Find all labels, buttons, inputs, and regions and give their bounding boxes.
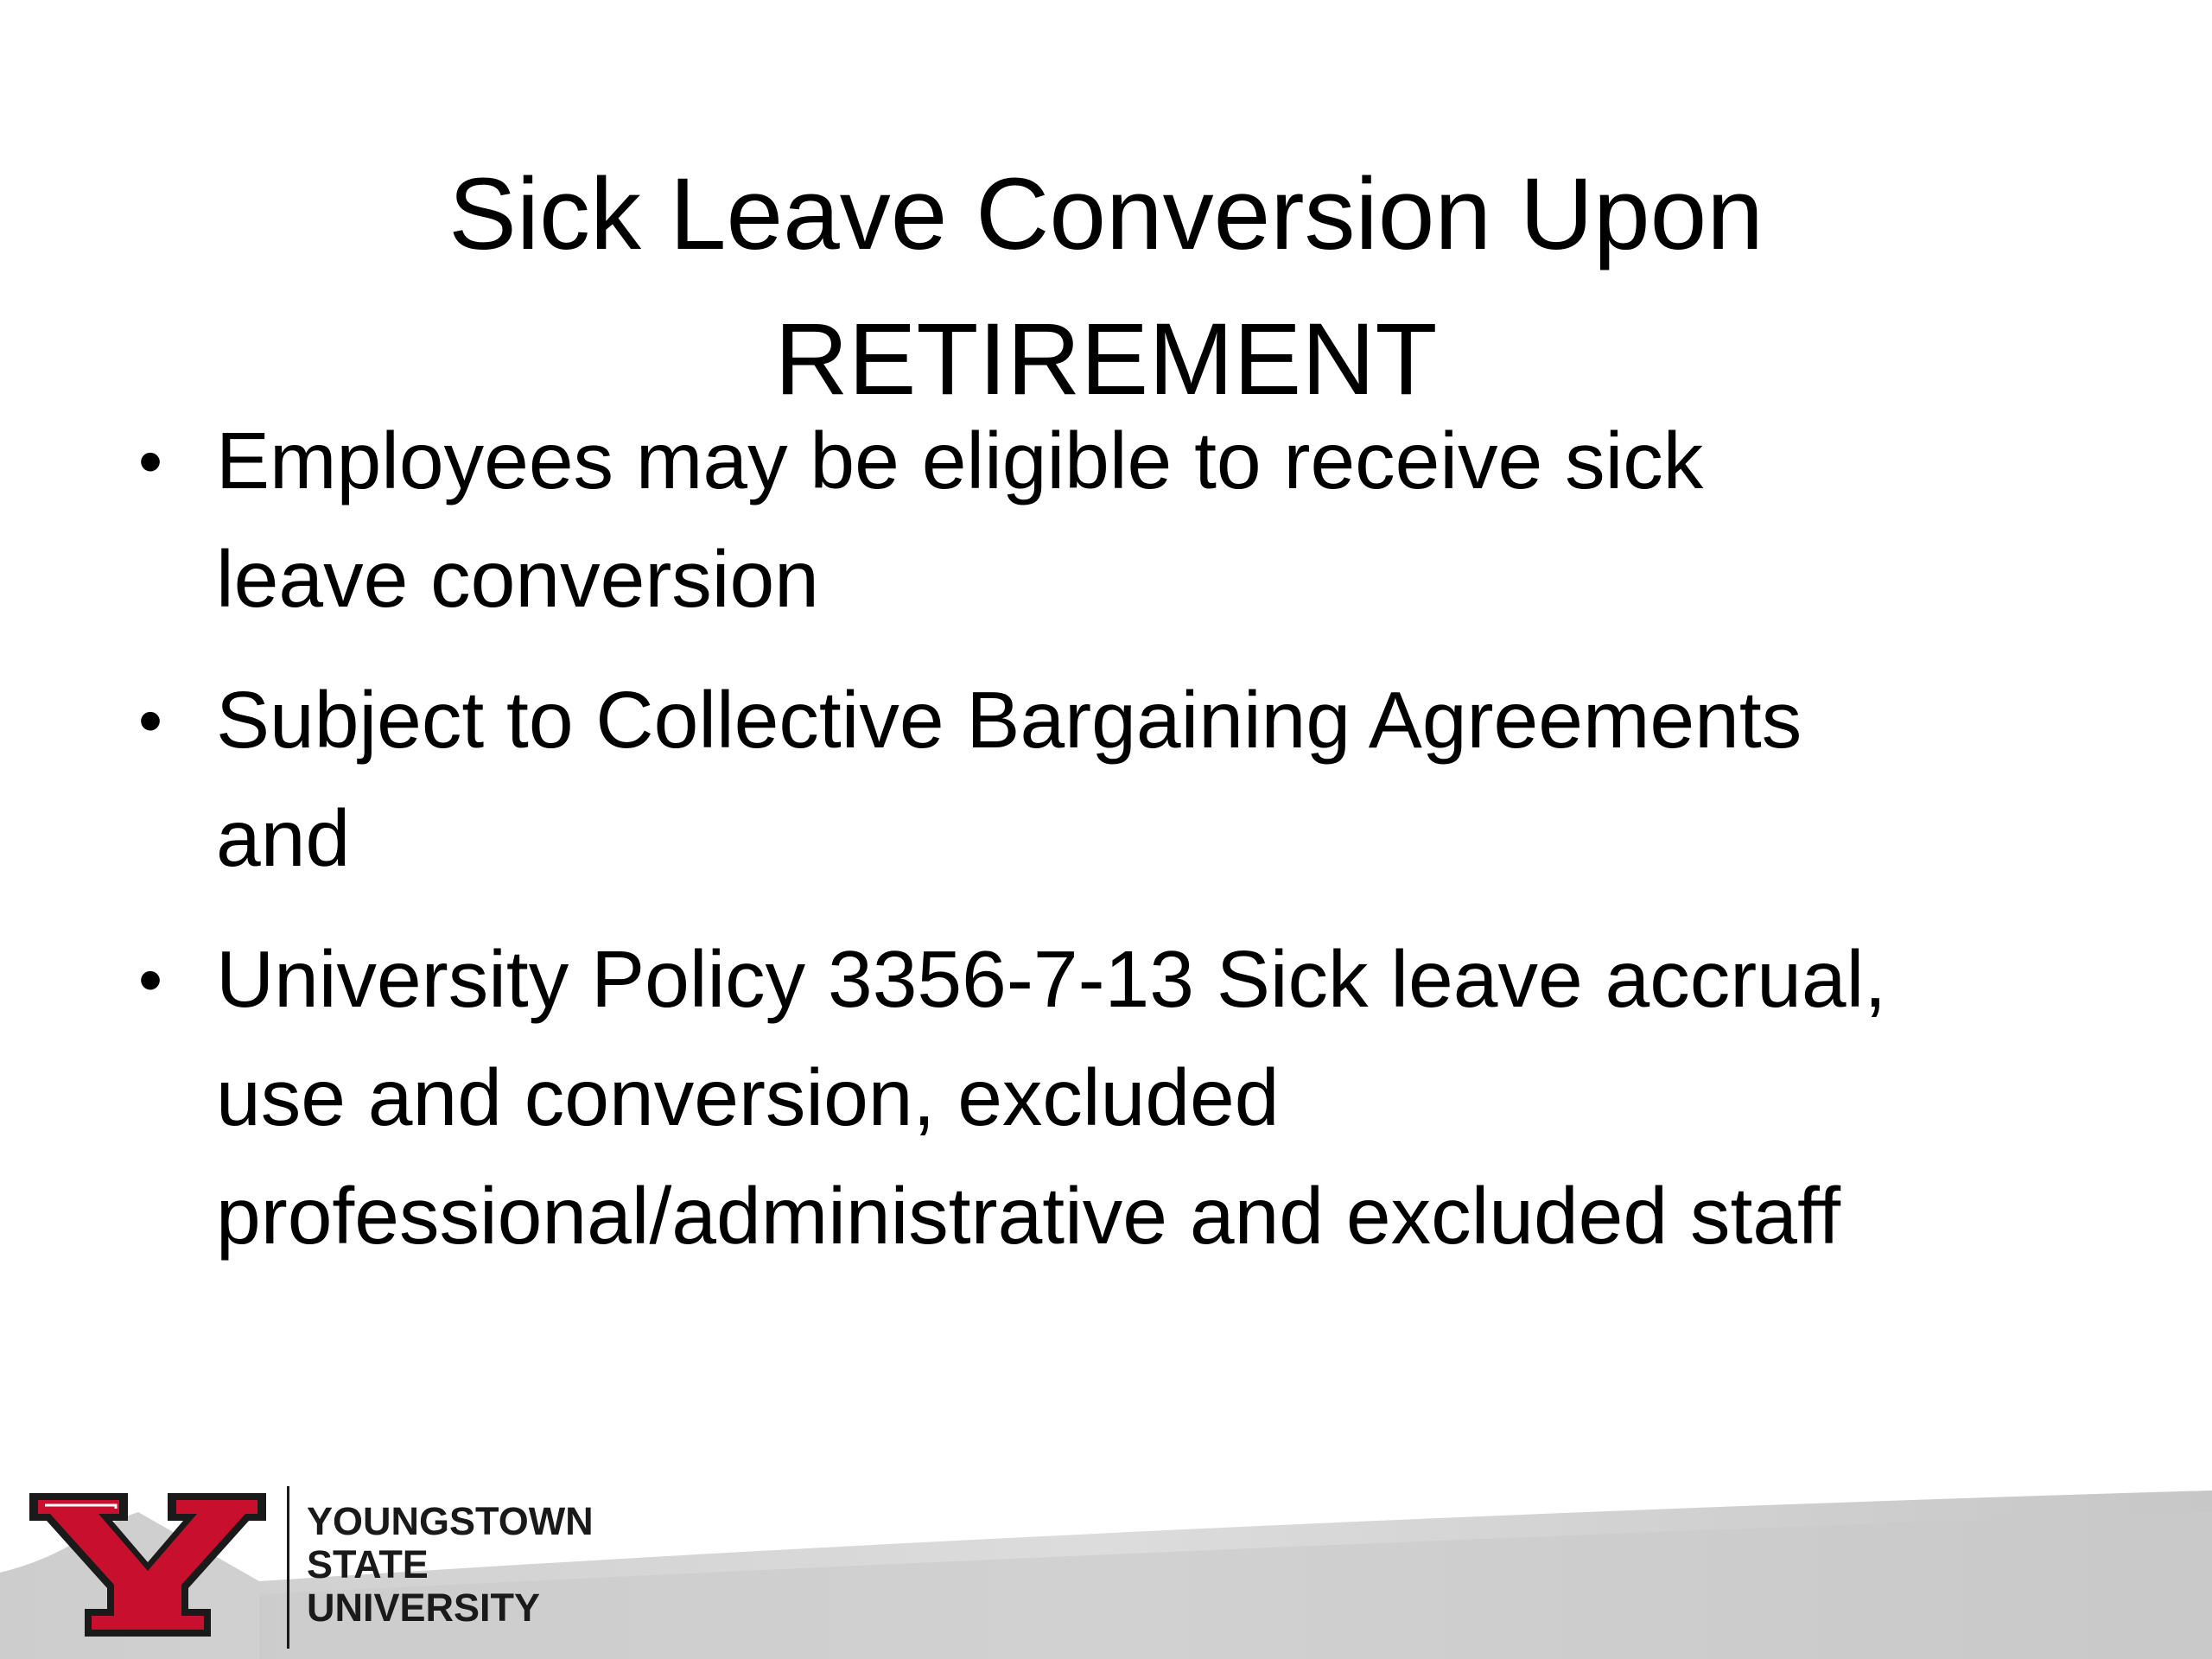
- bullet-list: [130, 402, 2117, 1298]
- bullet-item: [130, 920, 2117, 1275]
- bullet-line: leave conversion: [216, 534, 819, 624]
- logo-divider: [287, 1486, 289, 1649]
- ysu-y-icon: [26, 1486, 270, 1642]
- bullet-line: Subject to Collective Bargaining Agreements: [216, 675, 1802, 765]
- bullet-line: use and conversion, excluded: [216, 1052, 1280, 1142]
- bullet-dot: •: [138, 941, 163, 1018]
- bullet-item: [130, 402, 2117, 639]
- slide-title: [259, 142, 1953, 432]
- university-logo: [26, 1486, 605, 1650]
- title-line-2: RETIREMENT: [774, 302, 1438, 417]
- bullet-item: [130, 661, 2117, 898]
- logo-line-2: STATE: [307, 1542, 429, 1586]
- bullet-dot: •: [138, 423, 163, 499]
- bullet-line: University Policy 3356-7-13 Sick leave accrual,: [216, 934, 1887, 1024]
- bullet-line: Employees may be eligible to receive sick: [216, 416, 1704, 505]
- bullet-line: and: [216, 793, 351, 883]
- bullet-line: professional/administrative and excluded staff: [216, 1171, 1841, 1261]
- logo-line-1: YOUNGSTOWN: [307, 1499, 594, 1543]
- bullet-dot: •: [138, 682, 163, 759]
- logo-wordmark: [307, 1500, 594, 1630]
- logo-line-3: UNIVERSITY: [307, 1586, 541, 1630]
- title-line-1: Sick Leave Conversion Upon: [448, 157, 1764, 272]
